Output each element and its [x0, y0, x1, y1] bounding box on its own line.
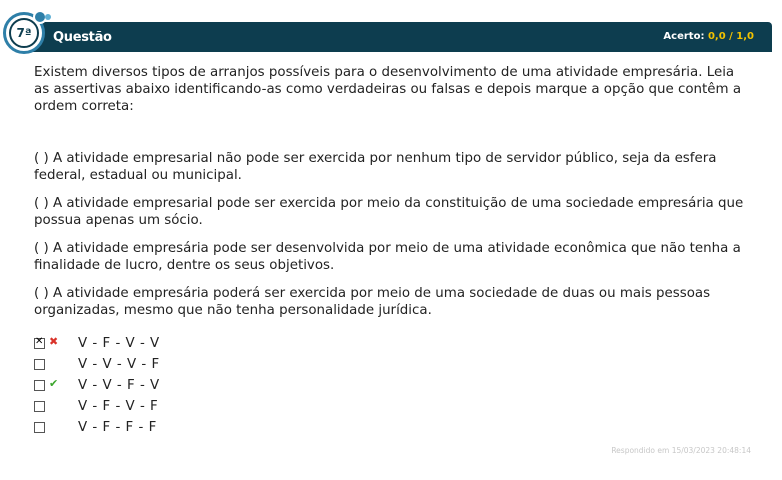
- option-checkbox[interactable]: [34, 401, 45, 412]
- option-label: V - F - V - F: [78, 399, 159, 414]
- question-header: [22, 22, 772, 52]
- score-total: / 1,0: [729, 31, 754, 42]
- option-label: V - F - V - V: [78, 336, 160, 351]
- option-checkbox[interactable]: [34, 359, 45, 370]
- assertion-4: ( ) A atividade empresária poderá ser exercida por meio de uma sociedade de duas ou mais pessoas organizadas, mesmo que não tenha personalidade jurídica.: [34, 286, 711, 318]
- answered-timestamp: Respondido em 15/03/2023 20:48:14: [611, 446, 751, 455]
- option-label: V - F - F - F: [78, 420, 157, 435]
- question-statement: Existem diversos tipos de arranjos possíveis para o desenvolvimento de uma atividade empresária. Leia as assertivas abaixo identificando-as como verdadeiras ou falsas e depois marque a opção que contêm a ordem correta:: [34, 65, 742, 114]
- assertion-3: ( ) A atividade empresária pode ser desenvolvida por meio de uma atividade econômica que não tenha a finalidade de lucro, dentre os seus objetivos.: [34, 241, 741, 273]
- score: [663, 31, 754, 42]
- question-body: [34, 64, 744, 318]
- score-label: Acerto:: [663, 31, 705, 42]
- question-number: 7ª: [9, 18, 39, 48]
- option-label: V - V - V - F: [78, 357, 160, 372]
- option-checkbox[interactable]: [34, 338, 45, 349]
- option-checkbox[interactable]: [34, 422, 45, 433]
- score-value: 0,0: [707, 31, 726, 42]
- option-checkbox[interactable]: [34, 380, 45, 391]
- wrong-mark-icon: ✖: [49, 335, 59, 348]
- assertion-1: ( ) A atividade empresarial não pode ser exercida por nenhum tipo de servidor público, seja da esfera federal, estadual ou municipal.: [34, 151, 717, 183]
- question-title: Questão: [53, 30, 112, 45]
- option-label: V - V - F - V: [78, 378, 160, 393]
- assertion-2: ( ) A atividade empresarial pode ser exercida por meio da constituição de uma sociedade empresária que possua apenas um sócio.: [34, 196, 744, 228]
- correct-mark-icon: ✔: [49, 377, 59, 390]
- badge-decoration-dot-small: [45, 14, 51, 20]
